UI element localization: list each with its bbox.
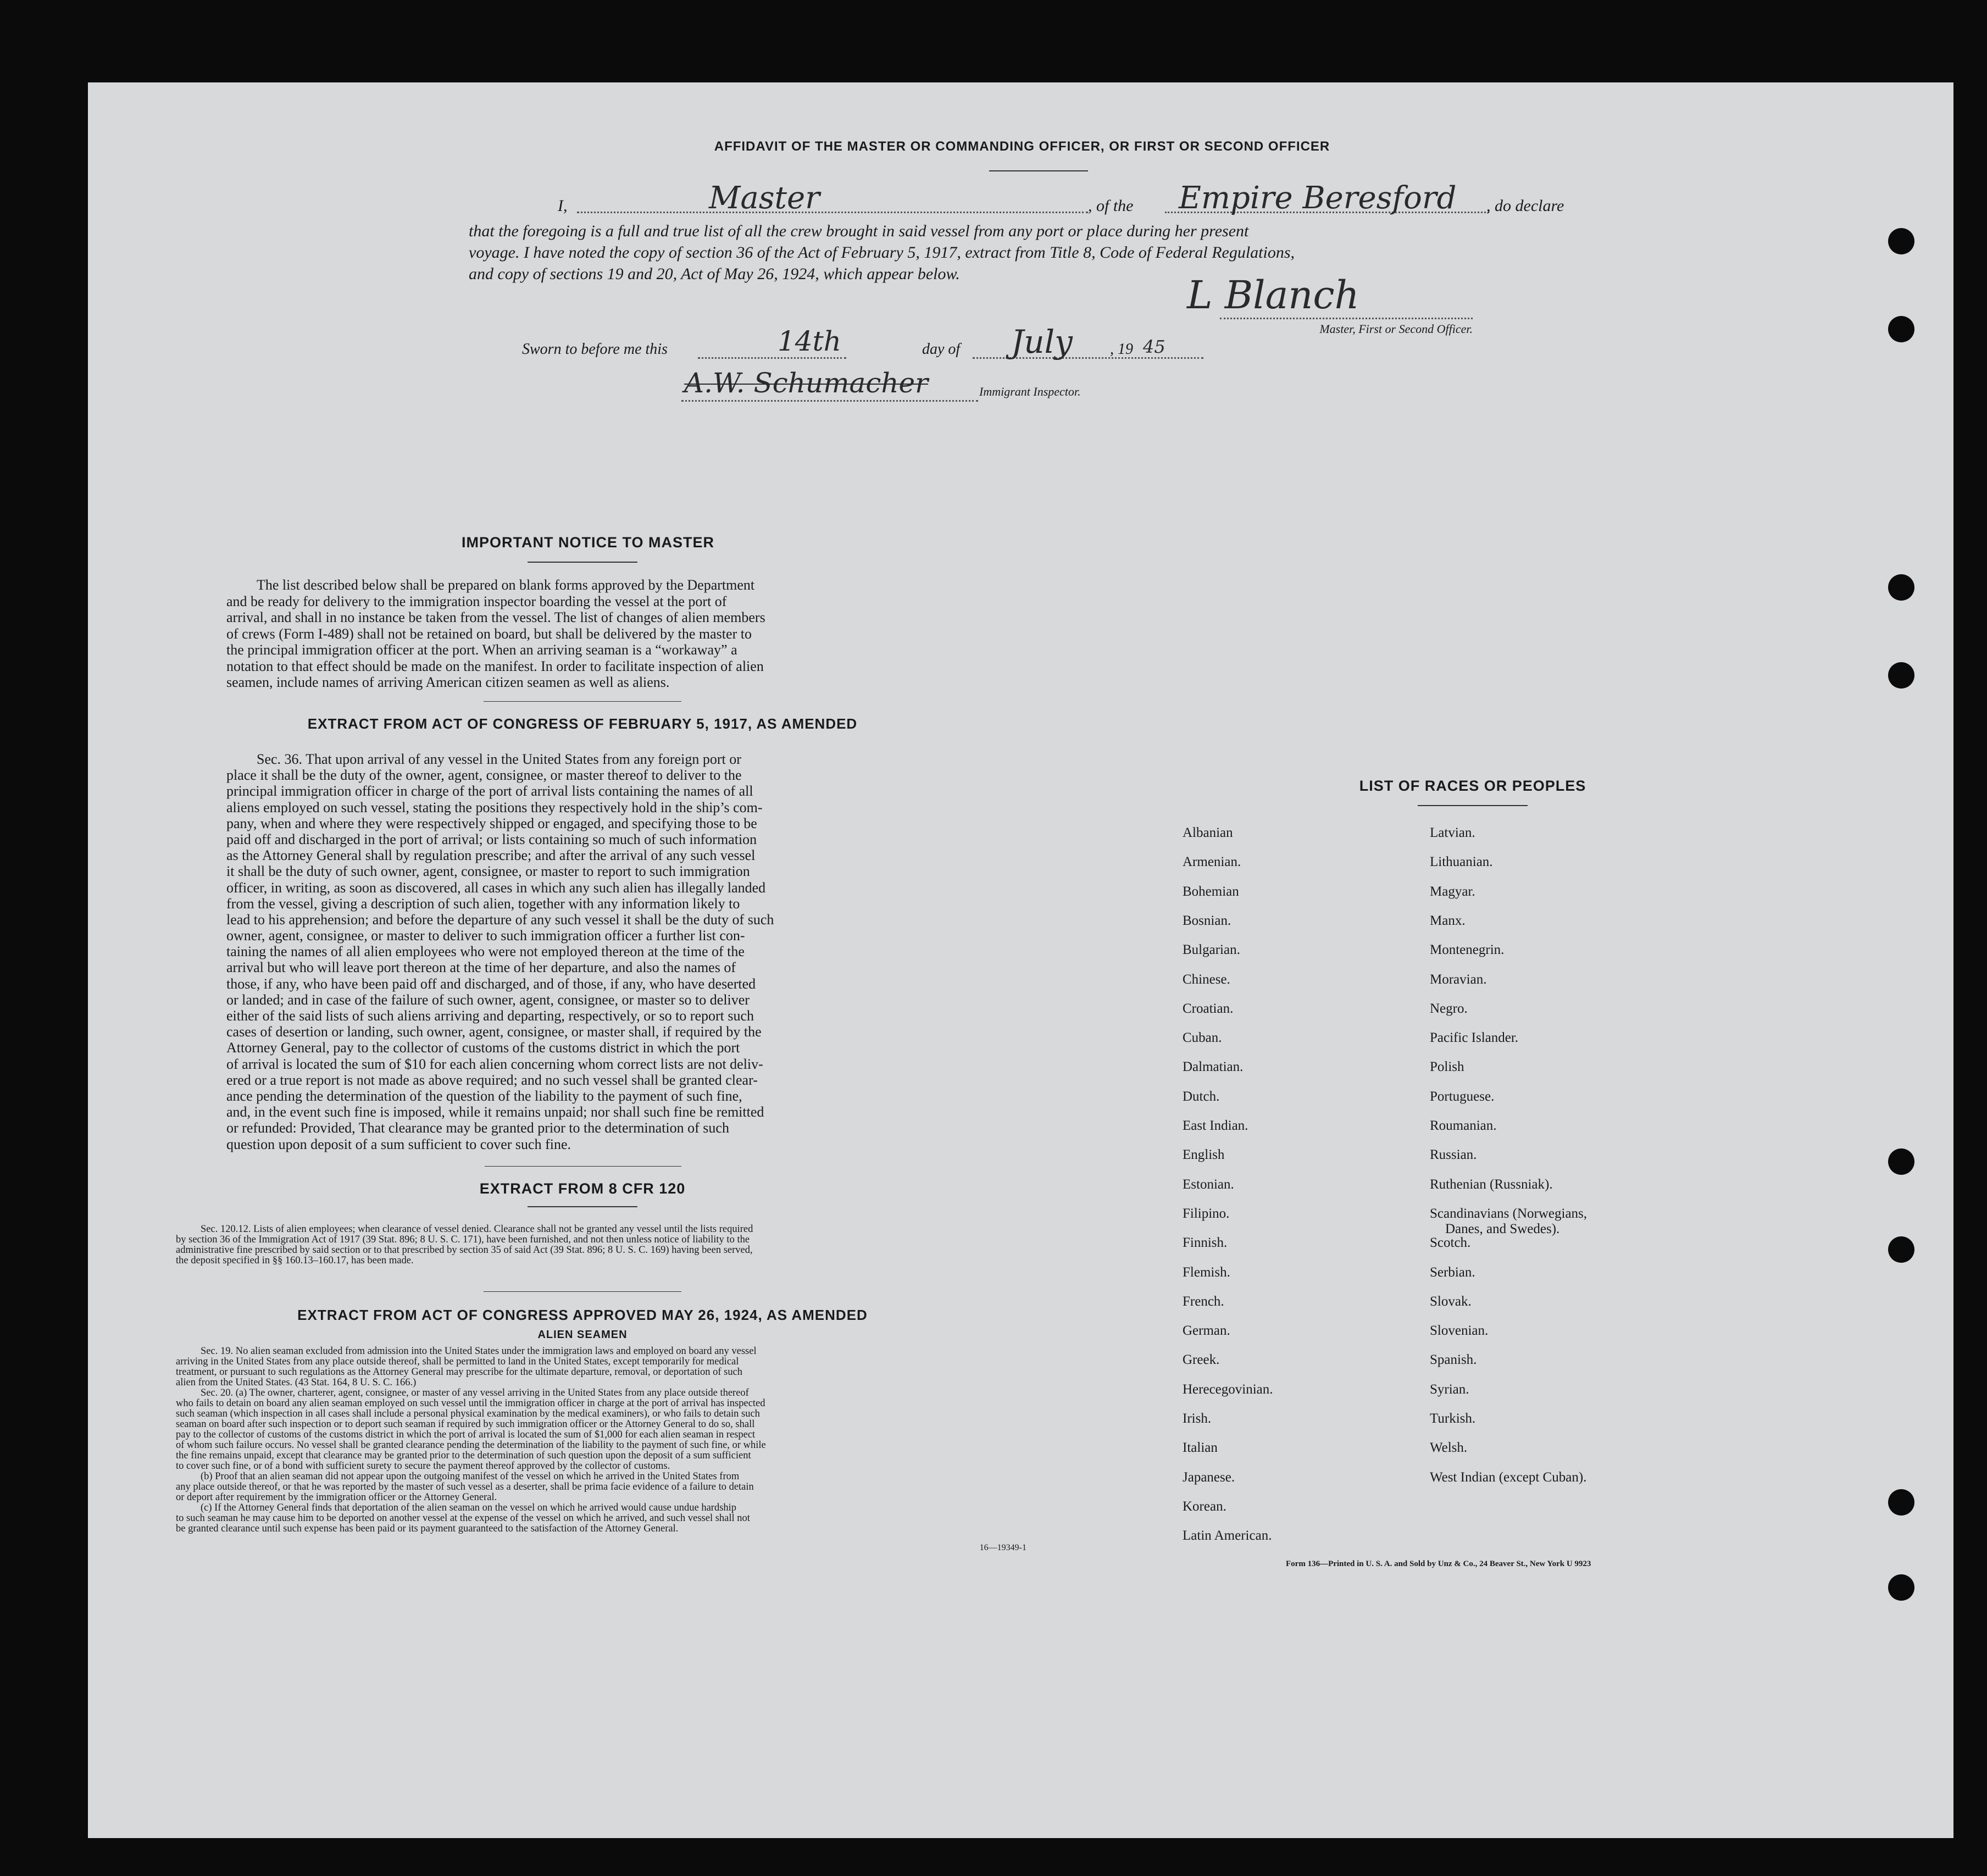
text-line: the fine remains unpaid, except that clearance may be granted prior to the determination of such question upon the deposit of a sum sufficient	[176, 1451, 751, 1461]
affidavit-line-3: and copy of sections 19 and 20, Act of May 26, 1924, which appear below.	[469, 265, 960, 283]
text-line: taining the names of all alien employees who were not employed thereon at the time of the	[226, 943, 745, 960]
sworn-label: Sworn to before me this	[522, 341, 668, 358]
race-item: Estonian.	[1183, 1176, 1234, 1192]
text-line: (c) If the Attorney General finds that deportation of the alien seaman on the vessel on which he arrived would cause undue hardship	[201, 1503, 737, 1513]
affidavit-line-1: that the foregoing is a full and true list of all the crew brought in said vessel from any port or place during her present	[469, 222, 1249, 240]
binder-hole	[1888, 1236, 1914, 1263]
inspector-line	[681, 400, 978, 402]
race-item: Korean.	[1183, 1498, 1226, 1514]
text-line: either of the said lists of such aliens arriving and departing, respectively, or so to report such	[226, 1008, 754, 1024]
text-line: aliens employed on such vessel, stating the positions they respectively hold in the ship’s com-	[226, 799, 763, 815]
text-line: principal immigration officer in charge of the port of arrival lists containing the names of all	[226, 783, 753, 800]
text-line: of arrival is located the sum of $10 for each alien concerning whom correct lists are not deliv-	[226, 1056, 763, 1072]
text-line: be granted clearance until such expense has been paid or its payment guaranteed to the satisfaction of the Attorney General.	[176, 1524, 679, 1534]
extract-cfr-title: EXTRACT FROM 8 CFR 120	[479, 1180, 686, 1197]
race-item: Greek.	[1183, 1352, 1220, 1368]
binder-hole	[1888, 1489, 1914, 1516]
extract-1924-subtitle: ALIEN SEAMEN	[537, 1329, 628, 1341]
race-item: Ruthenian (Russniak).	[1430, 1176, 1553, 1192]
race-item: Lithuanian.	[1430, 854, 1493, 870]
race-item: Herecegovinian.	[1183, 1381, 1273, 1397]
race-item: Bohemian	[1183, 884, 1239, 899]
text-line: it shall be the duty of such owner, agent, consignee, or master to report to such immigration	[226, 863, 750, 880]
role-line	[577, 212, 1088, 213]
race-item: Magyar.	[1430, 884, 1475, 899]
race-item: Scandinavians (Norwegians,	[1430, 1206, 1588, 1221]
divider	[989, 170, 1088, 171]
text-line: arrival but who will leave port thereon at the time of her departure, and also the names of	[226, 959, 736, 976]
binder-hole	[1888, 1574, 1914, 1601]
race-item: Dutch.	[1183, 1089, 1220, 1104]
text-line: of whom such failure occurs. No vessel shall be granted clearance pending the determination of the liability to the payment of such fine, or while	[176, 1440, 766, 1451]
text-line: Sec. 36. That upon arrival of any vessel in the United States from any foreign port or	[257, 751, 741, 767]
text-line: alien from the United States. (43 Stat. 164, 8 U. S. C. 166.)	[176, 1378, 417, 1388]
race-item: Turkish.	[1430, 1411, 1476, 1426]
month-handwritten: July	[1011, 323, 1073, 360]
binder-hole	[1888, 574, 1914, 601]
divider	[1418, 805, 1528, 806]
text-line: place it shall be the duty of the owner, agent, consignee, or master thereof to deliver to the	[226, 767, 742, 784]
text-line: notation to that effect should be made on the manifest. In order to facilitate inspection of alien	[226, 658, 764, 674]
year-handwritten: 45	[1143, 336, 1165, 357]
text-line: those, if any, who have been paid off and discharged, and of those, if any, who have deserted	[226, 975, 756, 992]
signature-line	[1220, 318, 1473, 319]
divider	[484, 701, 681, 702]
text-line: (b) Proof that an alien seaman did not appear upon the outgoing manifest of the vessel on which he arrived in the United States from	[201, 1472, 740, 1482]
text-line: Attorney General, pay to the collector of customs of the customs district in which the port	[226, 1040, 740, 1056]
text-line: who fails to detain on board any alien seaman employed on such vessel until the immigration officer in charge at the port of arrival has inspected	[176, 1398, 765, 1409]
text-line: the principal immigration officer at the port. When an arriving seaman is a “workaway” a	[226, 642, 737, 658]
race-item: Russian.	[1430, 1147, 1477, 1163]
race-item: English	[1183, 1147, 1225, 1163]
race-item: Albanian	[1183, 825, 1233, 840]
divider	[528, 562, 637, 563]
text-line: and be ready for delivery to the immigration inspector boarding the vessel at the port of	[226, 593, 727, 609]
race-item: West Indian (except Cuban).	[1430, 1469, 1587, 1485]
race-item: Pacific Islander.	[1430, 1030, 1519, 1046]
text-line: officer, in writing, as soon as discovered, all cases in which any such alien has illegally landed	[226, 879, 766, 896]
text-line: arriving in the United States from any place outside thereof, shall be permitted to land in the United States, except temporarily for medical	[176, 1357, 739, 1367]
race-item: Polish	[1430, 1059, 1464, 1075]
inspector-caption: Immigrant Inspector.	[979, 385, 1081, 398]
form-code: 16—19349-1	[979, 1543, 1026, 1552]
divider	[528, 1206, 637, 1207]
divider	[484, 1291, 681, 1292]
race-item: Croatian.	[1183, 1001, 1234, 1016]
race-item: Italian	[1183, 1440, 1218, 1456]
text-line: The list described below shall be prepared on blank forms approved by the Department	[257, 577, 755, 593]
extract-1917-body	[226, 751, 945, 1152]
binder-hole	[1888, 1148, 1914, 1175]
race-item: Portuguese.	[1430, 1089, 1495, 1104]
race-item: Armenian.	[1183, 854, 1241, 870]
text-line: to cover such fine, or of a bond with sufficient surety to secure the payment thereof approved by the collector of customs.	[176, 1461, 670, 1472]
text-line: Sec. 20. (a) The owner, charterer, agent, consignee, or master of any vessel arriving in the United States from any place outside thereof	[201, 1388, 749, 1398]
extract-cfr-body	[176, 1224, 1026, 1266]
text-line: pay to the collector of customs of the customs district in which the port of arrival is located the sum of $1,000 for each alien seaman in respect	[176, 1430, 756, 1440]
text-line: any place outside thereof, or that he was reported by the master of such vessel as a deserter, shall be prima facie evidence of a failure to detain	[176, 1482, 754, 1492]
race-item: Irish.	[1183, 1411, 1212, 1426]
text-line: by section 36 of the Immigration Act of 1917 (39 Stat. 896; 8 U. S. C. 171), have been furnished, and not then unless notice of liability to the	[176, 1235, 750, 1245]
race-item: Danes, and Swedes).	[1445, 1221, 1560, 1236]
i-label: I,	[558, 197, 568, 215]
race-item: Japanese.	[1183, 1469, 1235, 1485]
text-line: or refunded: Provided, That clearance may be granted prior to the determination of such	[226, 1120, 729, 1136]
race-item: Latvian.	[1430, 825, 1475, 840]
text-line: Sec. 19. No alien seaman excluded from admission into the United States under the immigration laws and employed on board any vessel	[201, 1346, 757, 1357]
race-item: Latin American.	[1183, 1528, 1272, 1544]
text-line: arrival, and shall in no instance be taken from the vessel. The list of changes of alien members	[226, 609, 765, 625]
notice-title: IMPORTANT NOTICE TO MASTER	[462, 534, 714, 551]
text-line: and, in the event such fine is imposed, while it remains unpaid; nor shall such fine be remitted	[226, 1104, 764, 1120]
race-item: Moravian.	[1430, 972, 1487, 987]
extract-1917-title: EXTRACT FROM ACT OF CONGRESS OF FEBRUARY 5, 1917, AS AMENDED	[307, 715, 858, 732]
race-item: Slovenian.	[1430, 1323, 1489, 1339]
of-the-label: , of the	[1088, 197, 1134, 215]
vessel-handwritten: Empire Beresford	[1179, 180, 1457, 216]
race-item: Welsh.	[1430, 1440, 1468, 1456]
inspector-signature: A.W. Schumacher	[684, 367, 929, 399]
affidavit-line-2: voyage. I have noted the copy of section 36 of the Act of February 5, 1917, extract from Title 8, Code of Federal Regulations,	[469, 243, 1295, 262]
race-item: German.	[1183, 1323, 1230, 1339]
race-item: French.	[1183, 1294, 1224, 1309]
race-item: Chinese.	[1183, 972, 1230, 987]
text-line: the deposit specified in §§ 160.13–160.17, has been made.	[176, 1256, 414, 1266]
month-line	[973, 357, 1203, 359]
binder-hole	[1888, 228, 1914, 254]
text-line: seamen, include names of arriving American citizen seamen as well as aliens.	[226, 674, 670, 690]
year-prefix: , 19	[1110, 341, 1133, 358]
race-item: Manx.	[1430, 913, 1466, 928]
text-line: or landed; and in case of the failure of such owner, agent, consignee, or master so to deliver	[226, 991, 750, 1008]
race-item: Roumanian.	[1430, 1118, 1497, 1133]
binder-hole	[1888, 316, 1914, 342]
text-line: Sec. 120.12. Lists of alien employees; when clearance of vessel denied. Clearance shall not be granted any vessel until the lists required	[201, 1224, 753, 1235]
race-item: Slovak.	[1430, 1294, 1472, 1309]
race-item: Scotch.	[1430, 1235, 1471, 1251]
day-of-label: day of	[922, 341, 961, 358]
text-line: question upon deposit of a sum sufficient to cover such fine.	[226, 1136, 571, 1152]
signature-caption: Master, First or Second Officer.	[1319, 322, 1473, 336]
race-item: Cuban.	[1183, 1030, 1222, 1046]
races-title: LIST OF RACES OR PEOPLES	[1359, 778, 1586, 794]
day-line	[698, 357, 846, 359]
text-line: such seaman (which inspection in all cases shall include a personal physical examination by the medical examiners), or who fails to detain such	[176, 1409, 760, 1419]
text-line: of crews (Form I-489) shall not be retained on board, but shall be delivered by the master to	[226, 625, 752, 642]
divider	[485, 1166, 681, 1167]
race-item: Bosnian.	[1183, 913, 1231, 928]
text-line: owner, agent, consignee, or master to deliver to such immigration officer a further list con-	[226, 928, 745, 944]
text-line: pany, when and where they were respectively shipped or engaged, and specifying those to be	[226, 815, 757, 831]
race-item: Montenegrin.	[1430, 942, 1505, 958]
document-page	[88, 82, 1953, 1838]
binder-hole	[1888, 662, 1914, 689]
text-line: administrative fine prescribed by said section or to that prescribed by section 35 of said Act (39 Stat. 896; 8 U. S. C. 169) having been served,	[176, 1245, 753, 1256]
extract-1924-title: EXTRACT FROM ACT OF CONGRESS APPROVED MAY 26, 1924, AS AMENDED	[297, 1307, 868, 1323]
text-line: to such seaman he may cause him to be deported on another vessel at the expense of the vessel on which he arrived, and such vessel shall not	[176, 1513, 750, 1524]
declare-label: , do declare	[1486, 197, 1564, 215]
master-signature: L Blanch	[1187, 273, 1359, 318]
extract-1924-body	[176, 1346, 1026, 1534]
race-item: Negro.	[1430, 1001, 1468, 1016]
text-line: paid off and discharged in the port of arrival; or lists containing so much of such information	[226, 831, 757, 847]
footer-imprint: Form 136—Printed in U. S. A. and Sold by Unz & Co., 24 Beaver St., New York U 9923	[1286, 1559, 1591, 1568]
text-line: cases of desertion or landing, such owner, agent, consignee, or master shall, if required by the	[226, 1024, 762, 1040]
race-item: Filipino.	[1183, 1206, 1230, 1221]
race-item: Syrian.	[1430, 1381, 1469, 1397]
race-item: Serbian.	[1430, 1264, 1475, 1280]
race-item: East Indian.	[1183, 1118, 1248, 1133]
race-item: Dalmatian.	[1183, 1059, 1244, 1075]
day-handwritten: 14th	[778, 325, 841, 357]
race-item: Flemish.	[1183, 1264, 1230, 1280]
text-line: treatment, or pursuant to such regulations as the Attorney General may prescribe for the ultimate departure, removal, or deportation of such	[176, 1367, 743, 1378]
race-item: Spanish.	[1430, 1352, 1477, 1368]
race-item: Finnish.	[1183, 1235, 1228, 1251]
text-line: or deport after requirement by the immigration officer or the Attorney General.	[176, 1492, 497, 1503]
text-line: ered or a true report is not made as above required; and no such vessel shall be granted clear-	[226, 1072, 758, 1088]
text-line: from the vessel, giving a description of such alien, together with any information likely to	[226, 895, 740, 912]
text-line: as the Attorney General shall by regulation prescribe; and after the arrival of any such vessel	[226, 847, 756, 864]
text-line: lead to his apprehension; and before the departure of any such vessel it shall be the duty of such	[226, 911, 774, 928]
role-handwritten: Master	[709, 180, 820, 216]
text-line: ance pending the determination of the question of the liability to the payment of such fine,	[226, 1087, 742, 1104]
text-line: seaman on board after such inspection or to deport such seaman if required by such immigration officer or the Attorney General to do so, shall	[176, 1419, 755, 1430]
affidavit-title: AFFIDAVIT OF THE MASTER OR COMMANDING OFFICER, OR FIRST OR SECOND OFFICER	[714, 139, 1330, 154]
notice-body	[226, 577, 945, 691]
race-item: Bulgarian.	[1183, 942, 1240, 958]
